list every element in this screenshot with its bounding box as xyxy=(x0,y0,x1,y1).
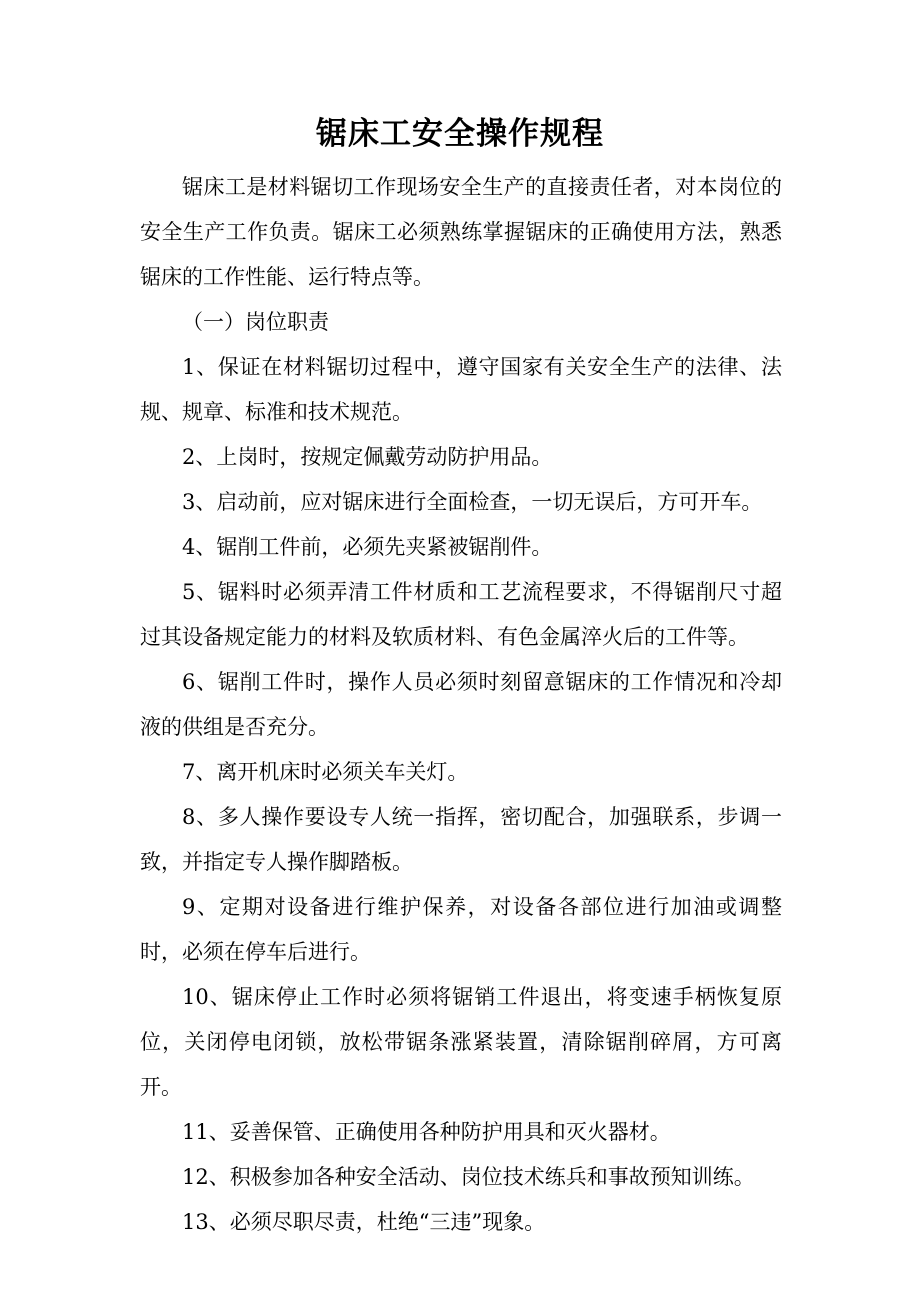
list-item-1: 1、保证在材料锯切过程中，遵守国家有关安全生产的法律、法规、规章、标准和技术规范。 xyxy=(140,355,782,424)
list-item-4: 4、锯削工件前，必须先夹紧被锯削件。 xyxy=(182,535,553,559)
list-item-2: 2、上岗时，按规定佩戴劳动防护用品。 xyxy=(182,445,553,469)
list-item-3: 3、启动前，应对锯床进行全面检查，一切无误后，方可开车。 xyxy=(182,490,763,514)
list-item-5: 5、锯料时必须弄清工件材质和工艺流程要求，不得锯削尺寸超过其设备规定能力的材料及软质材料、有色金属淬火后的工件等。 xyxy=(140,580,782,649)
intro-paragraph: 锯床工是材料锯切工作现场安全生产的直接责任者，对本岗位的安全生产工作负责。锯床工必须熟练掌握锯床的正确使用方法，熟悉锯床的工作性能、运行特点等。 xyxy=(140,175,782,289)
list-item-7: 7、离开机床时必须关车关灯。 xyxy=(182,760,469,784)
section-heading: （一）岗位职责 xyxy=(182,310,329,334)
document-title: 锯床工安全操作规程 xyxy=(316,116,604,152)
list-item-6: 6、锯削工件时，操作人员必须时刻留意锯床的工作情况和冷却液的供组是否充分。 xyxy=(140,670,782,739)
list-item-13: 13、必须尽职尽责，杜绝“三违”现象。 xyxy=(182,1210,546,1234)
list-item-10: 10、锯床停止工作时必须将锯销工件退出，将变速手柄恢复原位，关闭停电闭锁，放松带锯条涨紧装置，清除锯削碎屑，方可离开。 xyxy=(140,985,782,1099)
list-item-9: 9、定期对设备进行维护保养，对设备各部位进行加油或调整时，必须在停车后进行。 xyxy=(140,895,782,964)
list-item-8: 8、多人操作要设专人统一指挥，密切配合，加强联系，步调一致，并指定专人操作脚踏板。 xyxy=(140,805,782,874)
document-body xyxy=(140,165,782,1245)
list-item-11: 11、妥善保管、正确使用各种防护用具和灭火器材。 xyxy=(182,1120,671,1144)
list-item-12: 12、积极参加各种安全活动、岗位技术练兵和事故预知训练。 xyxy=(182,1165,755,1189)
